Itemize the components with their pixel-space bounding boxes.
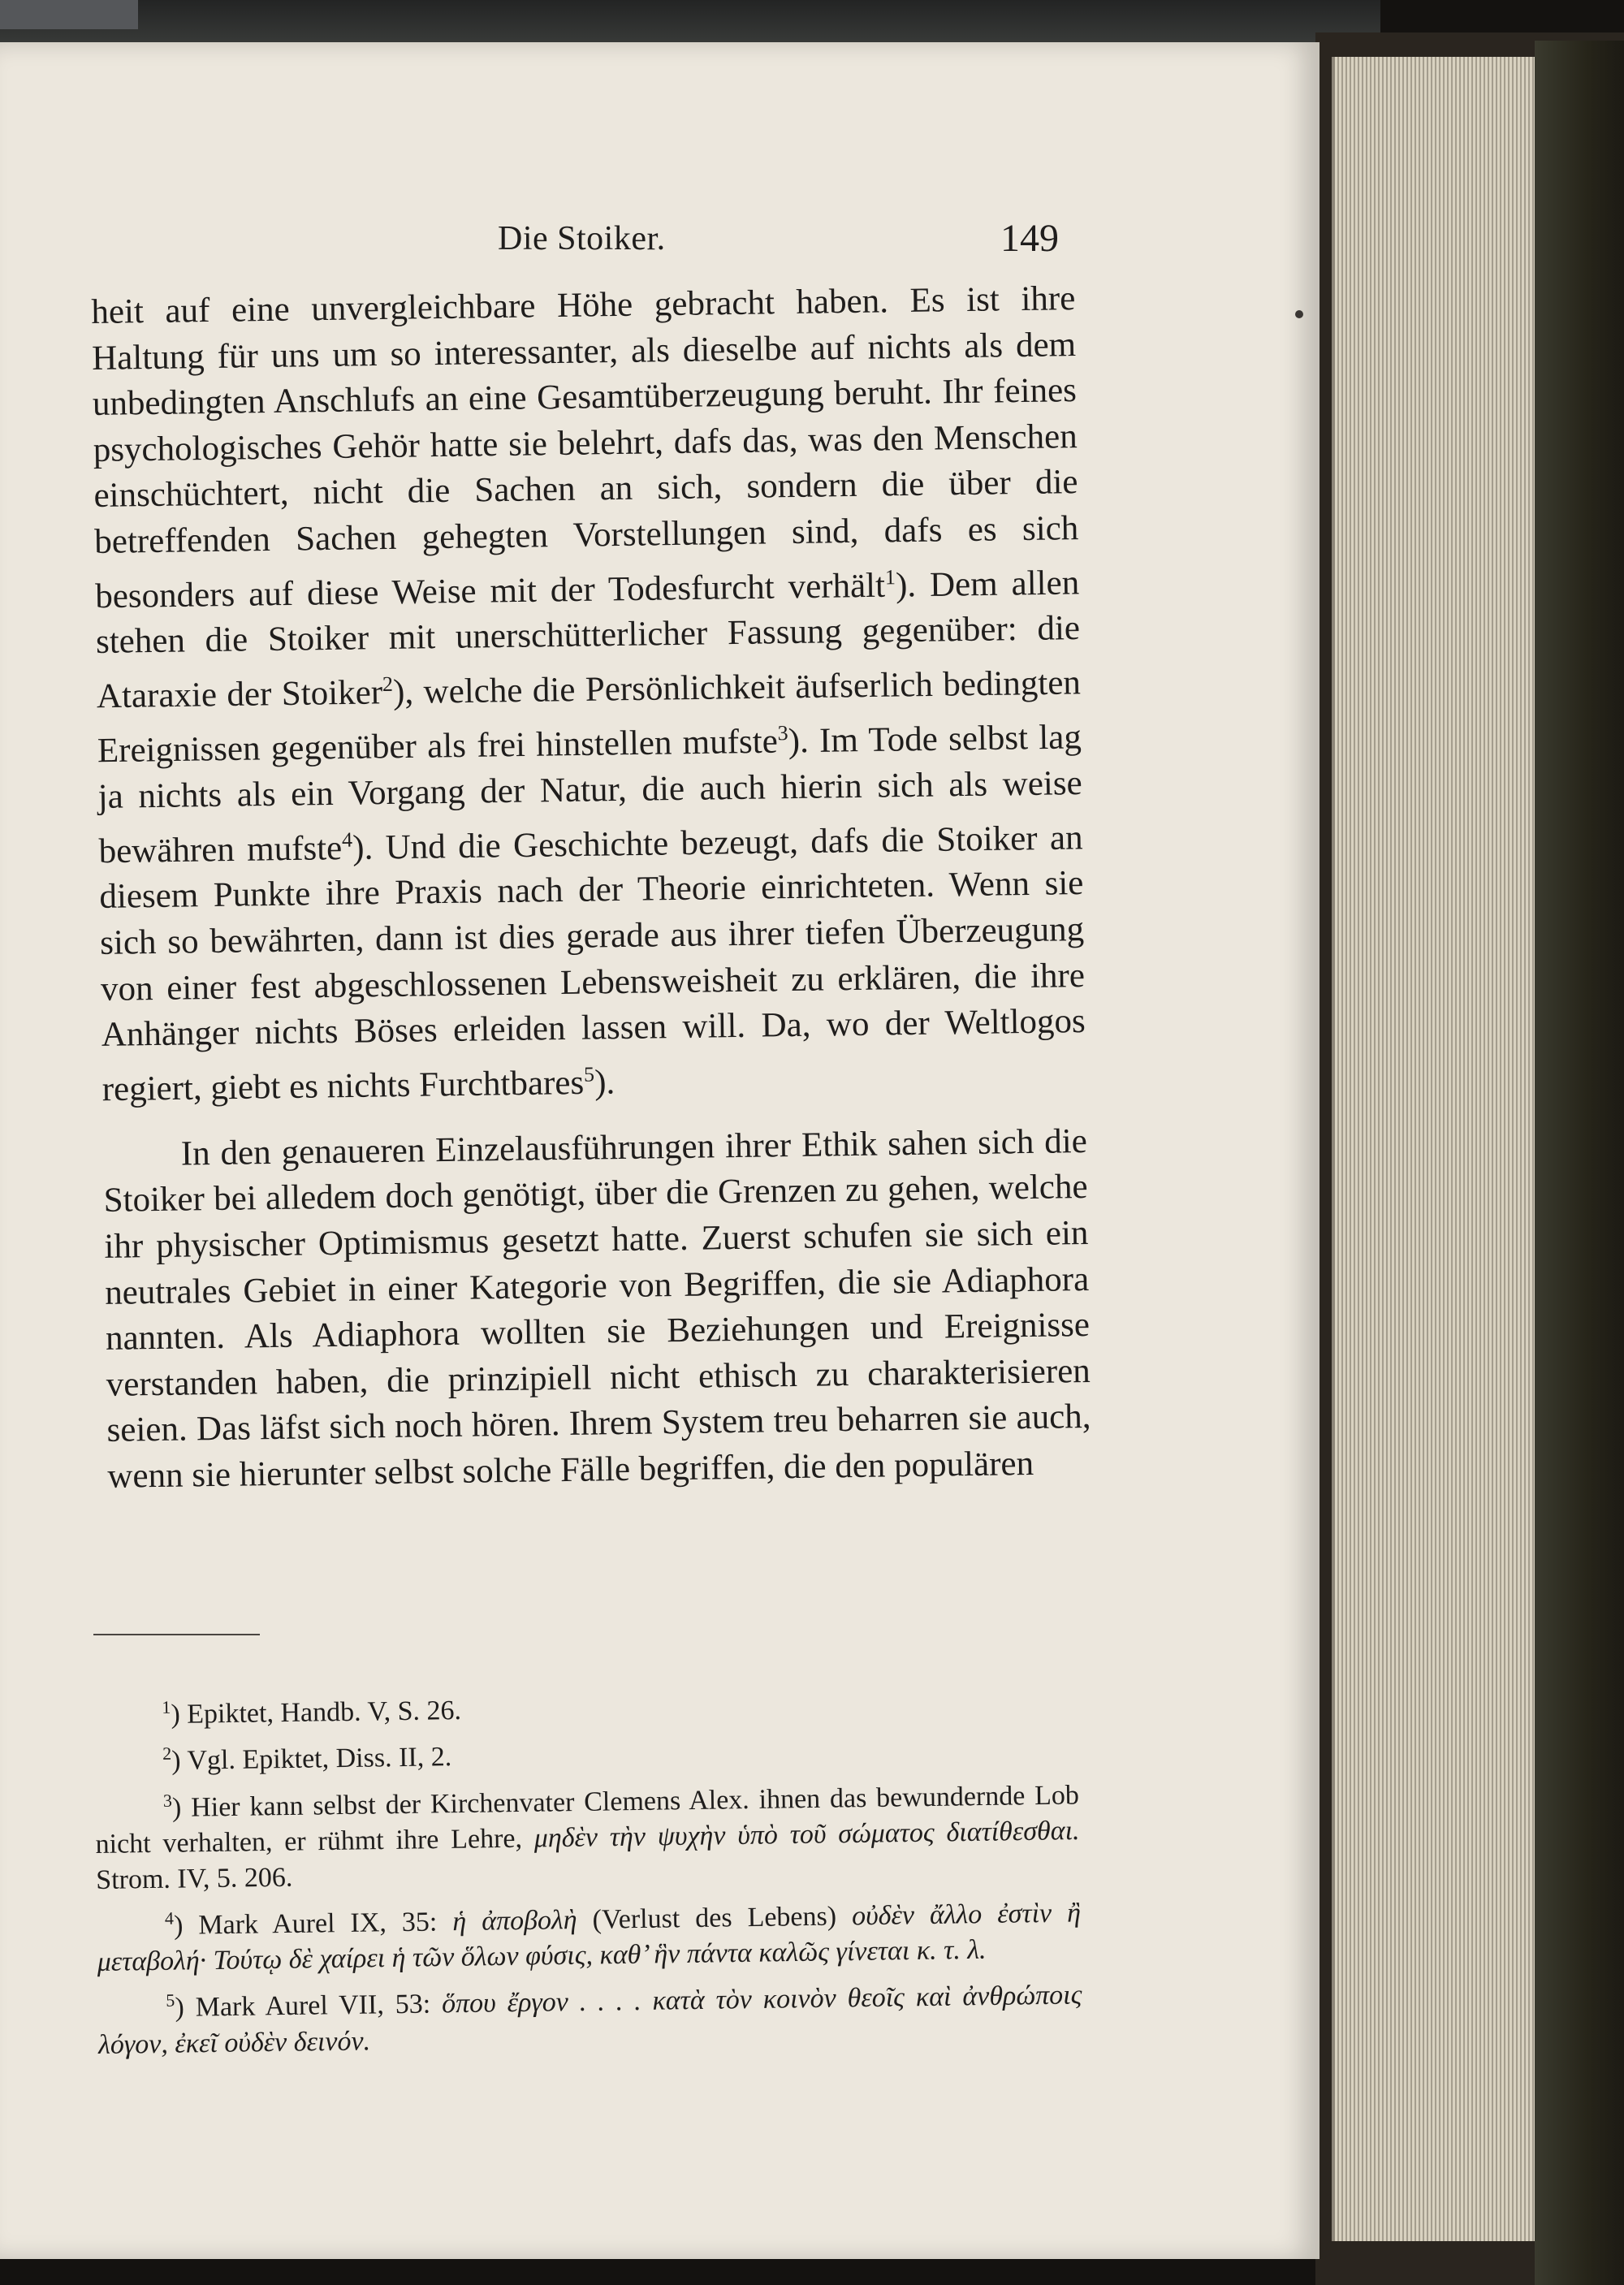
paragraph-1-part-a: heit auf eine unvergleichbare Höhe gebracht haben. Es ist ihre Haltung für uns um so interessanter, als dieselbe auf nichts als dem unbedingten Anschlufs an eine Gesamtüberzeugung beruht. Ihr feines psychologisches Gehör hatte sie belehrt, dafs das, was den Menschen einschüchtert, nicht die Sachen an sich, sondern die über die betreffenden Sachen gehegten Vorstellungen sind, dafs es sich besonders auf diese Weise mit der Todesfurcht verhält [91,279,1079,616]
footnotes [93,1677,1082,2067]
footnote-4-text-b: (Verlust des Lebens) [577,1901,853,1936]
footnote-3-greek: μηδὲν τὴν ψυχὴν ὑπὸ τοῦ σώματος διατίθεσθαι. [533,1816,1080,1854]
footnote-1-text: ) Epiktet, Handb. V, S. 26. [171,1695,462,1730]
footnote-5-marker: 5 [166,1989,175,2011]
book-cover [1535,41,1624,2285]
paragraph-1 [91,276,1086,1113]
footnote-5-text-a: ) Mark Aurel VII, 53: [175,1989,443,2024]
margin-dot [1295,310,1303,318]
footnote-3 [95,1770,1081,1898]
scan-corner-mark [0,0,138,29]
footnote-4-greek-a: ἡ ἀποβολὴ [452,1905,577,1937]
paragraph-1-part-f: ). [594,1063,615,1102]
footnote-1-marker: 1 [162,1696,171,1717]
footnote-3-marker: 3 [162,1790,173,1811]
page-stack-edge [1332,57,1538,2241]
footnote-2-marker: 2 [162,1743,172,1765]
footnote-ref-1: 1 [884,564,896,589]
footnote-5-greek: ὅπου ἔργον . . . . κατὰ τὸν κοινὸν θεοῖς καὶ ἀνθρώποις λόγον, ἐκεῖ οὐδὲν δεινόν. [97,1980,1082,2060]
footnote-4-greek-b: οὐδὲν ἄλλο ἐστὶν ἢ μεταβολή· Τούτῳ δὲ χαίρει ἡ τῶν ὅλων φύσις, καθ’ ἣν πάντα καλῶς γίνεται κ. τ. λ. [97,1898,1082,1978]
footnote-3-text-b: Strom. IV, 5. 206. [96,1862,293,1895]
paragraph-1-part-e: ). Und die Geschichte bezeugt, dafs die Stoiker an diesem Punkte ihre Praxis nach der Theorie einrichteten. Wenn sie sich so bewährten, dann ist dies gerade aus ihrer tiefen Überzeugung von einer fest abgeschlossenen Lebensweisheit zu erklären, die ihre Anhänger nichts Böses erleiden lassen will. Da, wo der Weltlogos regiert, giebt es nichts Furchtbares [99,818,1086,1109]
footnote-divider [93,1634,260,1635]
footnote-ref-2: 2 [382,672,394,697]
footnote-2-text: ) Vgl. Epiktet, Diss. II, 2. [171,1742,452,1777]
paragraph-1-part-b: ). Dem allen stehen die Stoiker mit unerschütterlicher Fassung gegenüber: die Ataraxie der Stoiker [95,563,1081,716]
paragraph-1-part-d: ). Im Tode selbst lag ja nichts als ein Vorgang der Natur, die auch hierin sich als weise bewähren mufste [97,718,1082,870]
paragraph-2: In den genaueren Einzelausführungen ihrer Ethik sahen sich die Stoiker bei alledem doch genötigt, über die Grenzen zu gehen, welche ihr physischer Optimismus gesetzt hatte. Zuerst schufen sie sich ein neutrales Gebiet in einer Kategorie von Begriffen, die sie Adiaphora nannten. Als Adiaphora wollten sie Beziehungen und Ereignisse verstanden haben, die prinzipiell nicht ethisch zu charakterisieren seien. Das läfst sich noch hören. Ihrem System treu beharren sie auch, wenn sie hierunter selbst solche Fälle begriffen, die den populären [103,1121,1091,1496]
scan-top-edge [0,0,1380,49]
body-text [91,276,1092,1500]
running-title: Die Stoiker. [498,220,666,257]
footnote-4-marker: 4 [164,1907,175,1929]
footnote-ref-5: 5 [583,1062,595,1086]
footnote-4 [97,1888,1082,1980]
footnote-ref-4: 4 [341,827,353,852]
footnote-3-text-a: ) Hier kann selbst der Kirchenvater Clemens Alex. ihnen das bewundernde Lob nicht verhalten, er rühmt ihre Lehre, [95,1780,1080,1860]
book-page [0,42,1320,2259]
paragraph-1-part-c: ), welche die Persönlichkeit äufserlich bedingten Ereignissen gegenüber als frei hinstellen mufste [97,663,1082,771]
page-number: 149 [1000,217,1059,260]
footnote-4-text-a: ) Mark Aurel IX, 35: [173,1907,453,1941]
footnote-5 [97,1970,1082,2063]
footnote-ref-3: 3 [777,721,788,745]
